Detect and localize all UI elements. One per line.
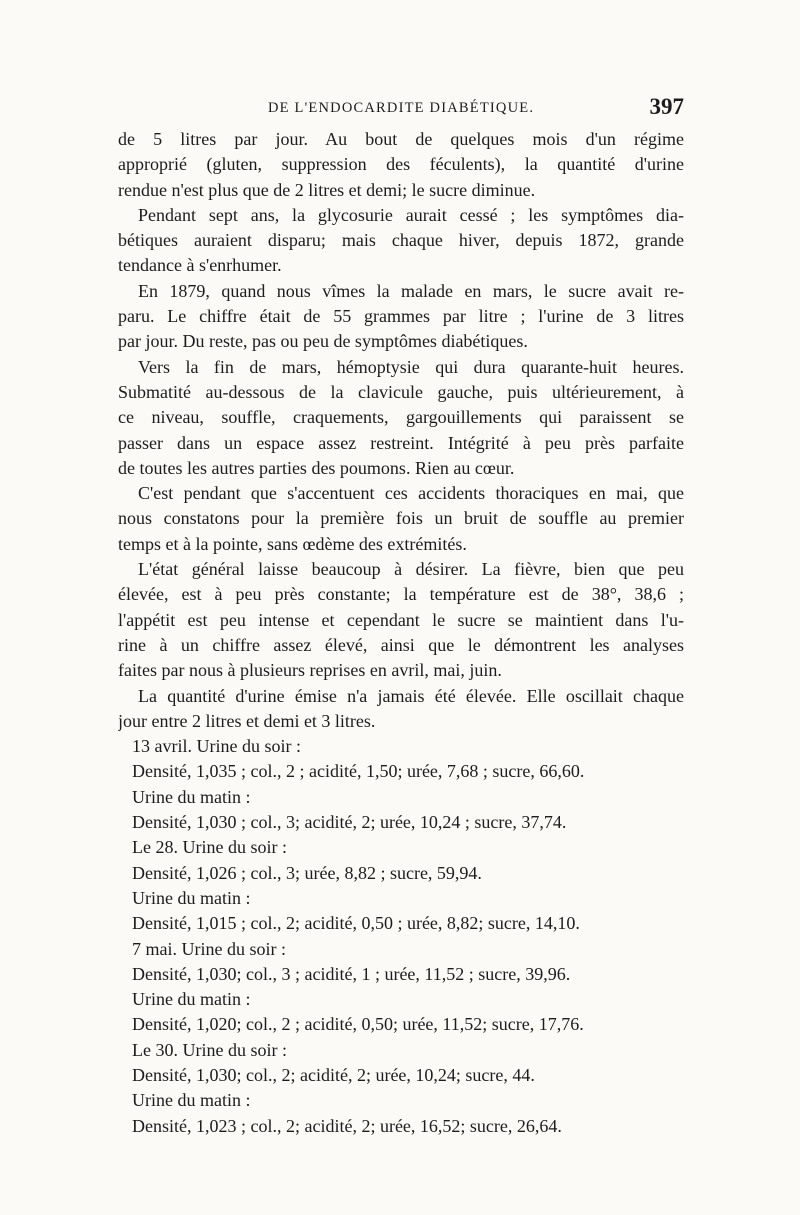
record-line: Densité, 1,030; col., 2; acidité, 2; urée, 10,24; sucre, 44. [132,1064,535,1085]
record-heading: Le 30. Urine du soir : [132,1039,287,1060]
text-line: bétiques auraient disparu; mais chaque hiver, depuis 1872, grande [118,230,684,251]
record-heading: Le 28. Urine du soir : [132,837,287,858]
page-number: 397 [649,94,684,119]
record-line: Densité, 1,030 ; col., 3; acidité, 2; urée, 10,24 ; sucre, 37,74. [132,812,567,833]
record-line: Densité, 1,023 ; col., 2; acidité, 2; urée, 16,52; sucre, 26,64. [132,1115,562,1136]
record-line: Densité, 1,035 ; col., 2 ; acidité, 1,50; urée, 7,68 ; sucre, 66,60. [132,761,585,782]
text-line: ce niveau, souffle, craquements, gargouillements qui paraissent se [118,407,684,428]
text-line: L'état général laisse beaucoup à désirer. La fièvre, bien que peu [138,559,684,580]
record-heading: Urine du matin : [132,887,251,908]
text-line: de 5 litres par jour. Au bout de quelques mois d'un régime [118,129,684,149]
record-line: Densité, 1,030; col., 3 ; acidité, 1 ; urée, 11,52 ; sucre, 39,96. [132,963,571,984]
text-line: Pendant sept ans, la glycosurie aurait cessé ; les symptômes dia- [138,204,684,225]
text-line: passer dans un espace assez restreint. Intégrité à peu près parfaite [118,432,684,453]
text-line: approprié (gluten, suppression des féculents), la quantité d'urine [118,154,684,175]
body-text [118,127,684,1139]
record-heading: 13 avril. Urine du soir : [132,736,301,757]
record-line: Densité, 1,020; col., 2 ; acidité, 0,50; urée, 11,52; sucre, 17,76. [132,1014,584,1035]
record-heading: Urine du matin : [132,1090,251,1111]
text-line: faites par nous à plusieurs reprises en avril, mai, juin. [118,660,502,681]
text-line: par jour. Du reste, pas ou peu de symptômes diabétiques. [118,331,528,352]
record-heading: Urine du matin : [132,786,251,807]
text-line: En 1879, quand nous vîmes la malade en mars, le sucre avait re- [138,280,684,301]
record-line: Densité, 1,015 ; col., 2; acidité, 0,50 ; urée, 8,82; sucre, 14,10. [132,913,580,934]
text-line: rine à un chiffre assez élevé, ainsi que le démontrent les analyses [118,634,684,655]
text-line: l'appétit est peu intense et cependant le sucre se maintient dans l'u- [118,609,684,630]
record-heading: 7 mai. Urine du soir : [132,938,286,959]
text-line: Submatité au-dessous de la clavicule gauche, puis ultérieurement, à [118,381,684,402]
text-line: C'est pendant que s'accentuent ces accidents thoraciques en mai, que [138,483,684,504]
text-line: de toutes les autres parties des poumons. Rien au cœur. [118,457,515,478]
text-line: jour entre 2 litres et demi et 3 litres. [118,710,376,731]
text-line: La quantité d'urine émise n'a jamais été élevée. Elle oscillait chaque [138,685,684,706]
text-line: temps et à la pointe, sans œdème des extrémités. [118,533,467,554]
text-line: rendue n'est plus que de 2 litres et demi; le sucre diminue. [118,179,536,200]
running-title: DE L'ENDOCARDITE DIABÉTIQUE. [268,100,535,116]
text-line: nous constatons pour la première fois un bruit de souffle au premier [118,508,684,529]
record-line: Densité, 1,026 ; col., 3; urée, 8,82 ; sucre, 59,94. [132,862,482,883]
record-heading: Urine du matin : [132,989,251,1010]
text-line: tendance à s'enrhumer. [118,255,282,276]
text-line: Vers la fin de mars, hémoptysie qui dura quarante-huit heures. [138,356,684,377]
page-header [118,94,684,124]
text-line: élevée, est à peu près constante; la température est de 38°, 38,6 ; [118,584,684,605]
text-line: paru. Le chiffre était de 55 grammes par litre ; l'urine de 3 litres [118,306,684,327]
